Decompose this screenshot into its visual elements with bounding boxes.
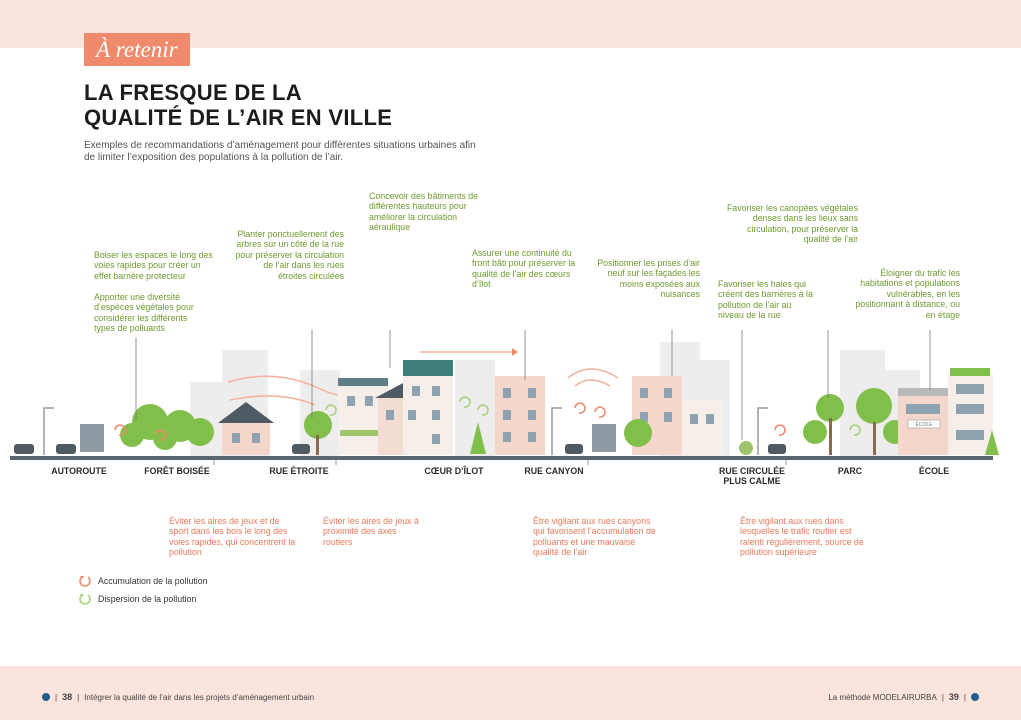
note-canopees: Favoriser les canopées végétales denses dans les lieux sans circulation, pour préserver la qualité de l’air bbox=[726, 203, 858, 245]
page-subtitle: Exemples de recommandations d’aménagement pour différentes situations urbaines afin de limiter l’exposition des populations à la pollution de l’air. bbox=[84, 140, 476, 163]
label-rue-circulee-1: RUE CIRCULÉE bbox=[719, 466, 785, 476]
label-autoroute: AUTOROUTE bbox=[51, 466, 107, 476]
note-eloigner: Éloigner du trafic les habitations et populations vulnérables, en les positionnant à distance, ou en étage bbox=[855, 268, 960, 320]
note-trafic-ralenti: Être vigilant aux rues dans lesquelles le trafic routier est ralenti régulièrement, source de pollution supérieure bbox=[740, 516, 864, 558]
legend-accumulation bbox=[78, 574, 208, 588]
label-rue-circulee-2: PLUS CALME bbox=[723, 476, 781, 486]
note-continuite: Assurer une continuité du front bâti pour préserver la qualité de l’air des cœurs d’îlot bbox=[472, 248, 576, 290]
note-concevoir: Concevoir des bâtiments de différentes hauteurs pour améliorer la circulation aéraulique bbox=[369, 191, 479, 233]
note-boiser: Boiser les espaces le long des voies rapides pour créer un effet barrière protecteur bbox=[94, 250, 213, 281]
dispersion-icon bbox=[78, 592, 92, 606]
city-illustration bbox=[0, 330, 1021, 465]
note-planter: Planter ponctuellement des arbres sur un côté de la rue pour préserver la circulation de l’air dans les rues étroites circulées bbox=[235, 229, 344, 281]
label-coeur-ilot: CŒUR D’ÎLOT bbox=[424, 466, 484, 476]
school-sign: ÉCOLE bbox=[915, 422, 933, 428]
brand-dot-icon bbox=[42, 693, 50, 701]
label-rue-canyon: RUE CANYON bbox=[524, 466, 584, 476]
note-eviter-axes: Éviter les aires de jeux à proximité des axes routiers bbox=[323, 516, 419, 547]
accumulation-icon bbox=[78, 574, 92, 588]
footer-left-text: Intégrer la qualité de l’air dans les projets d’aménagement urbain bbox=[84, 692, 315, 702]
legend-dispersion bbox=[78, 592, 196, 606]
canyon-building bbox=[495, 376, 545, 455]
street-tree bbox=[304, 411, 332, 439]
note-diversite: Apporter une diversité d’espèces végétales pour considérer les différents types de polluants bbox=[94, 292, 194, 334]
page-title bbox=[84, 80, 392, 130]
road bbox=[10, 456, 993, 460]
page-number-left: 38 bbox=[62, 692, 73, 702]
townhouses bbox=[338, 360, 453, 455]
title-line-1: LA FRESQUE DE LA bbox=[84, 80, 302, 105]
footer-right: La méthode MODELAIRURBA | 39 | bbox=[828, 692, 979, 702]
page-number-right: 39 bbox=[948, 692, 959, 702]
brand-dot-icon-right bbox=[971, 693, 979, 701]
label-ecole: ÉCOLE bbox=[918, 466, 950, 476]
title-line-2: QUALITÉ DE L’AIR EN VILLE bbox=[84, 105, 393, 130]
label-foret: FORÊT BOISÉE bbox=[144, 466, 210, 476]
label-rue-circulee bbox=[714, 466, 790, 486]
footer-left: | 38 | Intégrer la qualité de l’air dans les projets d’aménagement urbain bbox=[42, 692, 314, 702]
hedge bbox=[739, 441, 753, 455]
footer-right-text: La méthode MODELAIRURBA bbox=[828, 692, 937, 702]
label-rue-etroite: RUE ÉTROITE bbox=[269, 466, 329, 476]
note-eviter-bois: Éviter les aires de jeux et de sport dans les bois le long des voies rapides, qui concentrent la pollution bbox=[169, 516, 296, 558]
note-haies: Favoriser les haies qui créent des barrières à la pollution de l’air au niveau de la rue bbox=[718, 279, 813, 321]
label-parc: PARC bbox=[837, 466, 863, 476]
note-prises-air: Positionner les prises d’air neuf sur les façades les moins exposées aux nuisances bbox=[597, 258, 700, 300]
note-canyons: Être vigilant aux rues canyons qui favorisent l’accumulation de polluants et une mauvaise qualité de l’air bbox=[533, 516, 656, 558]
legend-accumulation-label: Accumulation de la pollution bbox=[98, 576, 208, 586]
legend-dispersion-label: Dispersion de la pollution bbox=[98, 594, 197, 604]
a-retenir-badge: À retenir bbox=[84, 33, 190, 66]
